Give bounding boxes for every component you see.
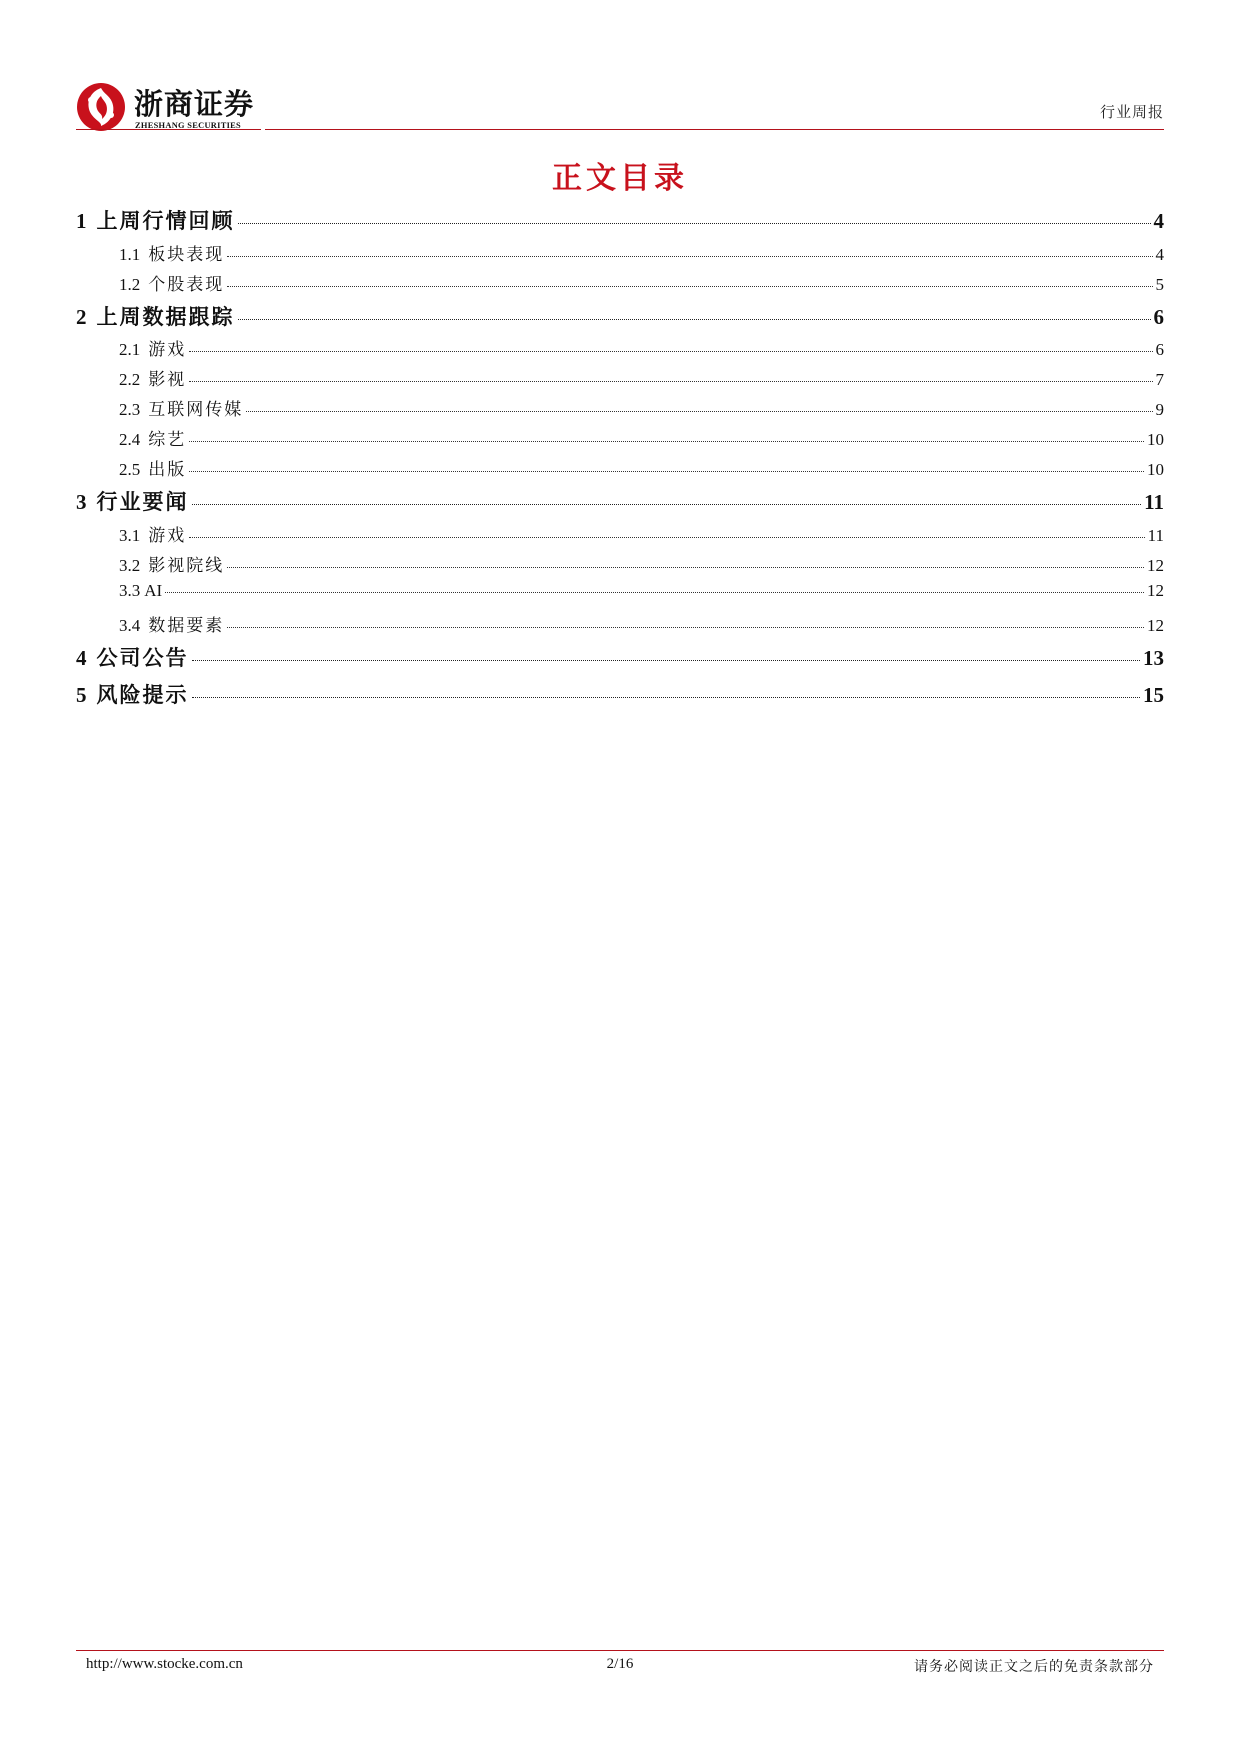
toc-entry-title: 风险提示 <box>96 683 189 707</box>
toc-entry[interactable] <box>76 425 1164 450</box>
toc-entry-number: 2.2 <box>119 370 141 389</box>
footer-rule <box>76 1650 1164 1651</box>
toc-entry-number: 2.4 <box>119 430 141 449</box>
toc-entry[interactable] <box>76 455 1164 480</box>
toc-entry-number: 3 <box>76 490 87 514</box>
toc-dot-leader <box>227 627 1144 628</box>
toc-entry-page: 9 <box>1155 400 1164 419</box>
toc-dot-leader <box>189 537 1144 538</box>
toc-entry-page: 6 <box>1155 340 1164 359</box>
toc-entry-title: 上周数据跟踪 <box>96 305 235 329</box>
toc-entry-page: 12 <box>1147 556 1164 575</box>
toc-dot-leader <box>192 660 1141 661</box>
toc-dot-leader <box>238 319 1151 320</box>
toc-entry-page: 15 <box>1143 683 1164 707</box>
toc-entry-page: 12 <box>1147 616 1164 635</box>
toc-entry-number: 2.3 <box>119 400 141 419</box>
toc-entry[interactable] <box>76 581 1164 601</box>
toc-entry-number: 1.2 <box>119 275 141 294</box>
toc-entry-title: 个股表现 <box>148 275 225 295</box>
toc-entry[interactable] <box>76 301 1164 331</box>
toc-entry[interactable] <box>76 365 1164 390</box>
toc-dot-leader <box>246 411 1152 412</box>
toc-dot-leader <box>189 381 1152 382</box>
toc-entry-title: AI <box>144 581 163 600</box>
footer-page-number: 2/16 <box>606 1656 634 1672</box>
toc-entry-number: 2.5 <box>119 460 141 479</box>
company-logo <box>76 80 276 136</box>
toc-entry-page: 10 <box>1147 430 1164 449</box>
toc-entry-title: 互联网传媒 <box>148 400 244 420</box>
toc-entry[interactable] <box>76 611 1164 636</box>
toc-dot-leader <box>189 351 1152 352</box>
toc-entry[interactable] <box>76 679 1164 709</box>
toc-entry-title: 板块表现 <box>148 245 225 265</box>
toc-dot-leader <box>192 697 1141 698</box>
toc-entry-page: 11 <box>1144 490 1164 514</box>
zheshang-logo-icon <box>76 82 126 132</box>
toc-entry-title: 综艺 <box>148 430 187 450</box>
toc-entry[interactable] <box>76 642 1164 672</box>
toc-entry-page: 4 <box>1155 245 1164 264</box>
toc-entry-page: 6 <box>1153 305 1164 329</box>
toc-dot-leader <box>189 441 1144 442</box>
toc-entry-title: 行业要闻 <box>96 490 189 514</box>
toc-entry-number: 3.4 <box>119 616 141 635</box>
toc-entry[interactable] <box>76 270 1164 295</box>
toc-dot-leader <box>227 256 1152 257</box>
header-rule-left <box>76 129 261 130</box>
toc-dot-leader <box>238 223 1151 224</box>
toc-entry-title: 公司公告 <box>96 646 189 670</box>
toc-entry-page: 13 <box>1143 646 1164 670</box>
toc-dot-leader <box>227 567 1144 568</box>
toc-entry-number: 2.1 <box>119 340 141 359</box>
toc-entry[interactable] <box>76 335 1164 360</box>
toc-entry-title: 影视院线 <box>148 556 225 576</box>
toc-entry-page: 11 <box>1147 526 1164 545</box>
toc-entry[interactable] <box>76 521 1164 546</box>
toc-entry-title: 上周行情回顾 <box>96 209 235 233</box>
toc-entry-page: 5 <box>1155 275 1164 294</box>
toc-entry-title: 数据要素 <box>148 616 225 636</box>
toc-entry[interactable] <box>76 551 1164 576</box>
toc-entry-number: 2 <box>76 305 87 329</box>
toc-dot-leader <box>227 286 1152 287</box>
toc-entry-title: 游戏 <box>148 526 187 546</box>
toc-entry[interactable] <box>76 486 1164 516</box>
logo-subtitle: ZHESHANG SECURITIES <box>135 121 241 130</box>
toc-dot-leader <box>165 592 1144 593</box>
toc-entry-page: 10 <box>1147 460 1164 479</box>
toc-entry-number: 5 <box>76 683 87 707</box>
toc-entry-page: 7 <box>1155 370 1164 389</box>
toc-entry-title: 出版 <box>148 460 187 480</box>
header-rule <box>265 129 1164 130</box>
page-title: 正文目录 <box>552 161 688 196</box>
toc-entry[interactable] <box>76 205 1164 235</box>
toc-entry-number: 3.2 <box>119 556 141 575</box>
toc-entry-number: 4 <box>76 646 87 670</box>
toc-entry[interactable] <box>76 240 1164 265</box>
toc-entry-number: 1 <box>76 209 87 233</box>
toc-entry-title: 游戏 <box>148 340 187 360</box>
toc-entry-number: 1.1 <box>119 245 141 264</box>
toc-entry-page: 12 <box>1147 581 1164 600</box>
footer-disclaimer: 请务必阅读正文之后的免责条款部分 <box>914 1659 1154 1675</box>
toc-entry-page: 4 <box>1153 209 1164 233</box>
report-type: 行业周报 <box>1099 103 1164 121</box>
footer-url[interactable]: http://www.stocke.com.cn <box>86 1656 243 1672</box>
toc-entry-number: 3.1 <box>119 526 141 545</box>
toc-entry[interactable] <box>76 395 1164 420</box>
toc-dot-leader <box>189 471 1144 472</box>
toc-entry-title: 影视 <box>148 370 187 390</box>
toc-entry-number: 3.3 <box>119 581 141 600</box>
logo-name: 浙商证券 <box>134 87 255 121</box>
toc-dot-leader <box>192 504 1142 505</box>
